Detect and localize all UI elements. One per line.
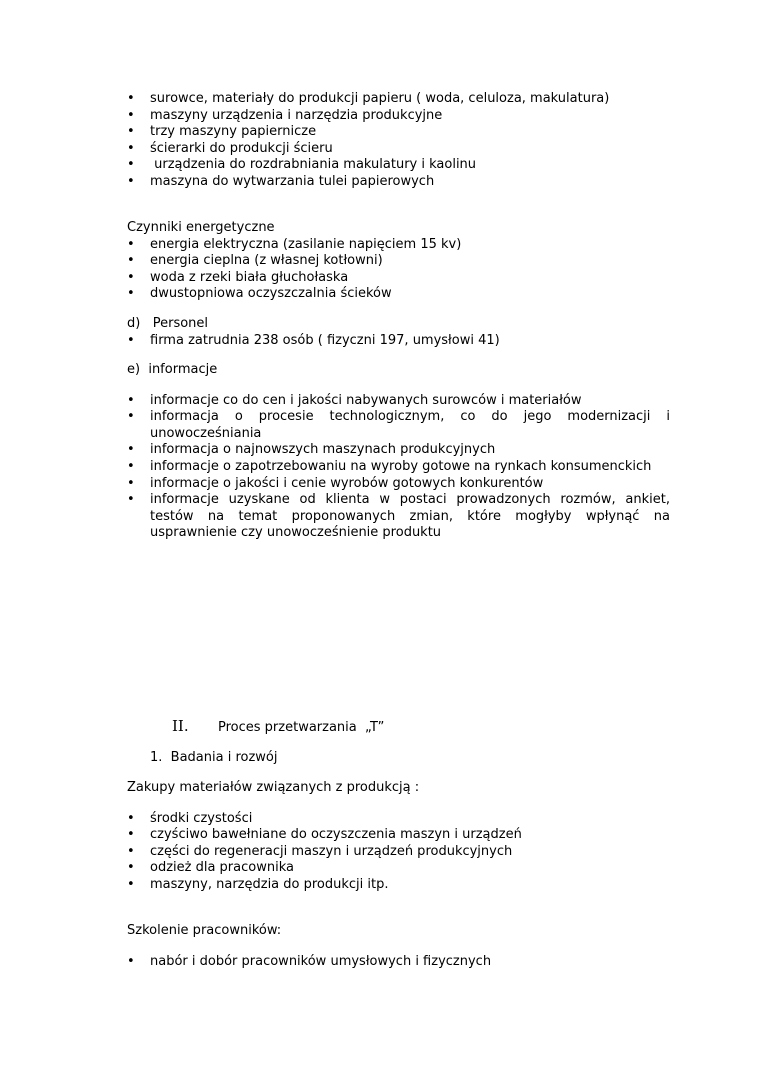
list-item: • czyściwo bawełniane do oczyszczenia maszyn i urządzeń: [127, 827, 522, 843]
list-item: • maszyna do wytwarzania tulei papierowych: [127, 173, 435, 189]
list-item: • energia elektryczna (zasilanie napięciem 15 kv): [127, 236, 462, 252]
bullet-icon: •: [127, 827, 135, 843]
list-item: • dwustopniowa oczyszczalnia ścieków: [127, 286, 392, 302]
bullet-icon: •: [127, 843, 135, 859]
szkolenie-block: [127, 923, 670, 970]
list-item: • informacje o jakości i cenie wyrobów gotowych konkurentów: [127, 475, 544, 491]
list-item: • maszyny urządzenia i narzędzia produkcyjne: [127, 107, 443, 123]
zakupy-block: [127, 780, 670, 894]
bullet-icon: •: [127, 876, 135, 892]
bullet-icon: •: [127, 286, 135, 302]
bullet-icon: •: [127, 475, 135, 491]
list-item: • informacje uzyskane od klienta w postaci prowadzonych rozmów, ankiet, testów na temat proponowanych zmian, które mogłyby wpłynąć na usprawnienie czy unowocześnienie produktu: [127, 492, 670, 541]
list-item: • nabór i dobór pracowników umysłowych i fizycznych: [127, 953, 492, 969]
bullet-icon: •: [127, 409, 135, 425]
bullet-icon: •: [127, 91, 135, 106]
bullet-icon: •: [127, 332, 135, 348]
list-item: • środki czystości: [127, 810, 253, 826]
list-item: • maszyny, narzędzia do produkcji itp.: [127, 876, 389, 892]
bullet-icon: •: [127, 810, 135, 826]
materials-list: [127, 91, 670, 191]
list-item: • informacja o procesie technologicznym, co do jego modernizacji i unowocześniania: [127, 409, 670, 441]
informacje-heading: e) informacje: [127, 362, 218, 377]
personel-block: [127, 316, 670, 349]
list-item: • informacje o zapotrzebowaniu na wyroby gotowe na rynkach konsumenckich: [127, 458, 652, 474]
energy-heading: Czynniki energetyczne: [127, 220, 275, 235]
bullet-icon: •: [127, 442, 135, 458]
list-item: • firma zatrudnia 238 osób ( fizyczni 197, umysłowi 41): [127, 332, 500, 348]
list-item: • odzież dla pracownika: [127, 860, 294, 876]
informacje-list: [127, 393, 670, 542]
materials-list-block: [127, 91, 670, 191]
bullet-icon: •: [127, 157, 135, 173]
zakupy-heading: Zakupy materiałów związanych z produkcją :: [127, 780, 420, 795]
list-item: • energia cieplna (z własnej kotłowni): [127, 253, 383, 269]
list-item: • woda z rzeki biała głuchołaska: [127, 269, 349, 285]
bullet-icon: •: [127, 253, 135, 269]
bullet-icon: •: [127, 492, 135, 508]
bullet-icon: •: [127, 458, 135, 474]
list-item: • surowce, materiały do produkcji papieru ( woda, celuloza, makulatura): [127, 91, 610, 106]
bullet-icon: •: [127, 269, 135, 285]
energy-block: [127, 220, 670, 303]
personel-list: [127, 333, 670, 350]
list-item: • informacje co do cen i jakości nabywanych surowców i materiałów: [127, 392, 582, 408]
list-item: • informacja o najnowszych maszynach produkcyjnych: [127, 442, 496, 458]
section-title: Proces przetwarzania „T”: [218, 720, 385, 735]
bullet-icon: •: [127, 107, 135, 123]
szkolenie-list: [127, 954, 670, 971]
bullet-icon: •: [127, 124, 135, 140]
section-heading: [172, 718, 384, 737]
bullet-icon: •: [127, 173, 135, 189]
energy-list: [127, 237, 670, 303]
bullet-icon: •: [127, 392, 135, 408]
zakupy-list: [127, 811, 670, 894]
personel-heading: d) Personel: [127, 316, 209, 331]
informacje-block: [127, 362, 670, 542]
bullet-icon: •: [127, 953, 135, 969]
szkolenie-heading: Szkolenie pracowników:: [127, 923, 282, 938]
list-item: • części do regeneracji maszyn i urządzeń produkcyjnych: [127, 843, 513, 859]
bullet-icon: •: [127, 140, 135, 156]
section-numeral: II.: [172, 717, 189, 735]
bullet-icon: •: [127, 860, 135, 876]
list-item: • trzy maszyny papiernicze: [127, 124, 317, 140]
subsection-heading: 1. Badania i rozwój: [150, 750, 278, 765]
list-item: • ścierarki do produkcji ścieru: [127, 140, 333, 156]
list-item: • urządzenia do rozdrabniania makulatury i kaolinu: [127, 157, 477, 173]
bullet-icon: •: [127, 236, 135, 252]
